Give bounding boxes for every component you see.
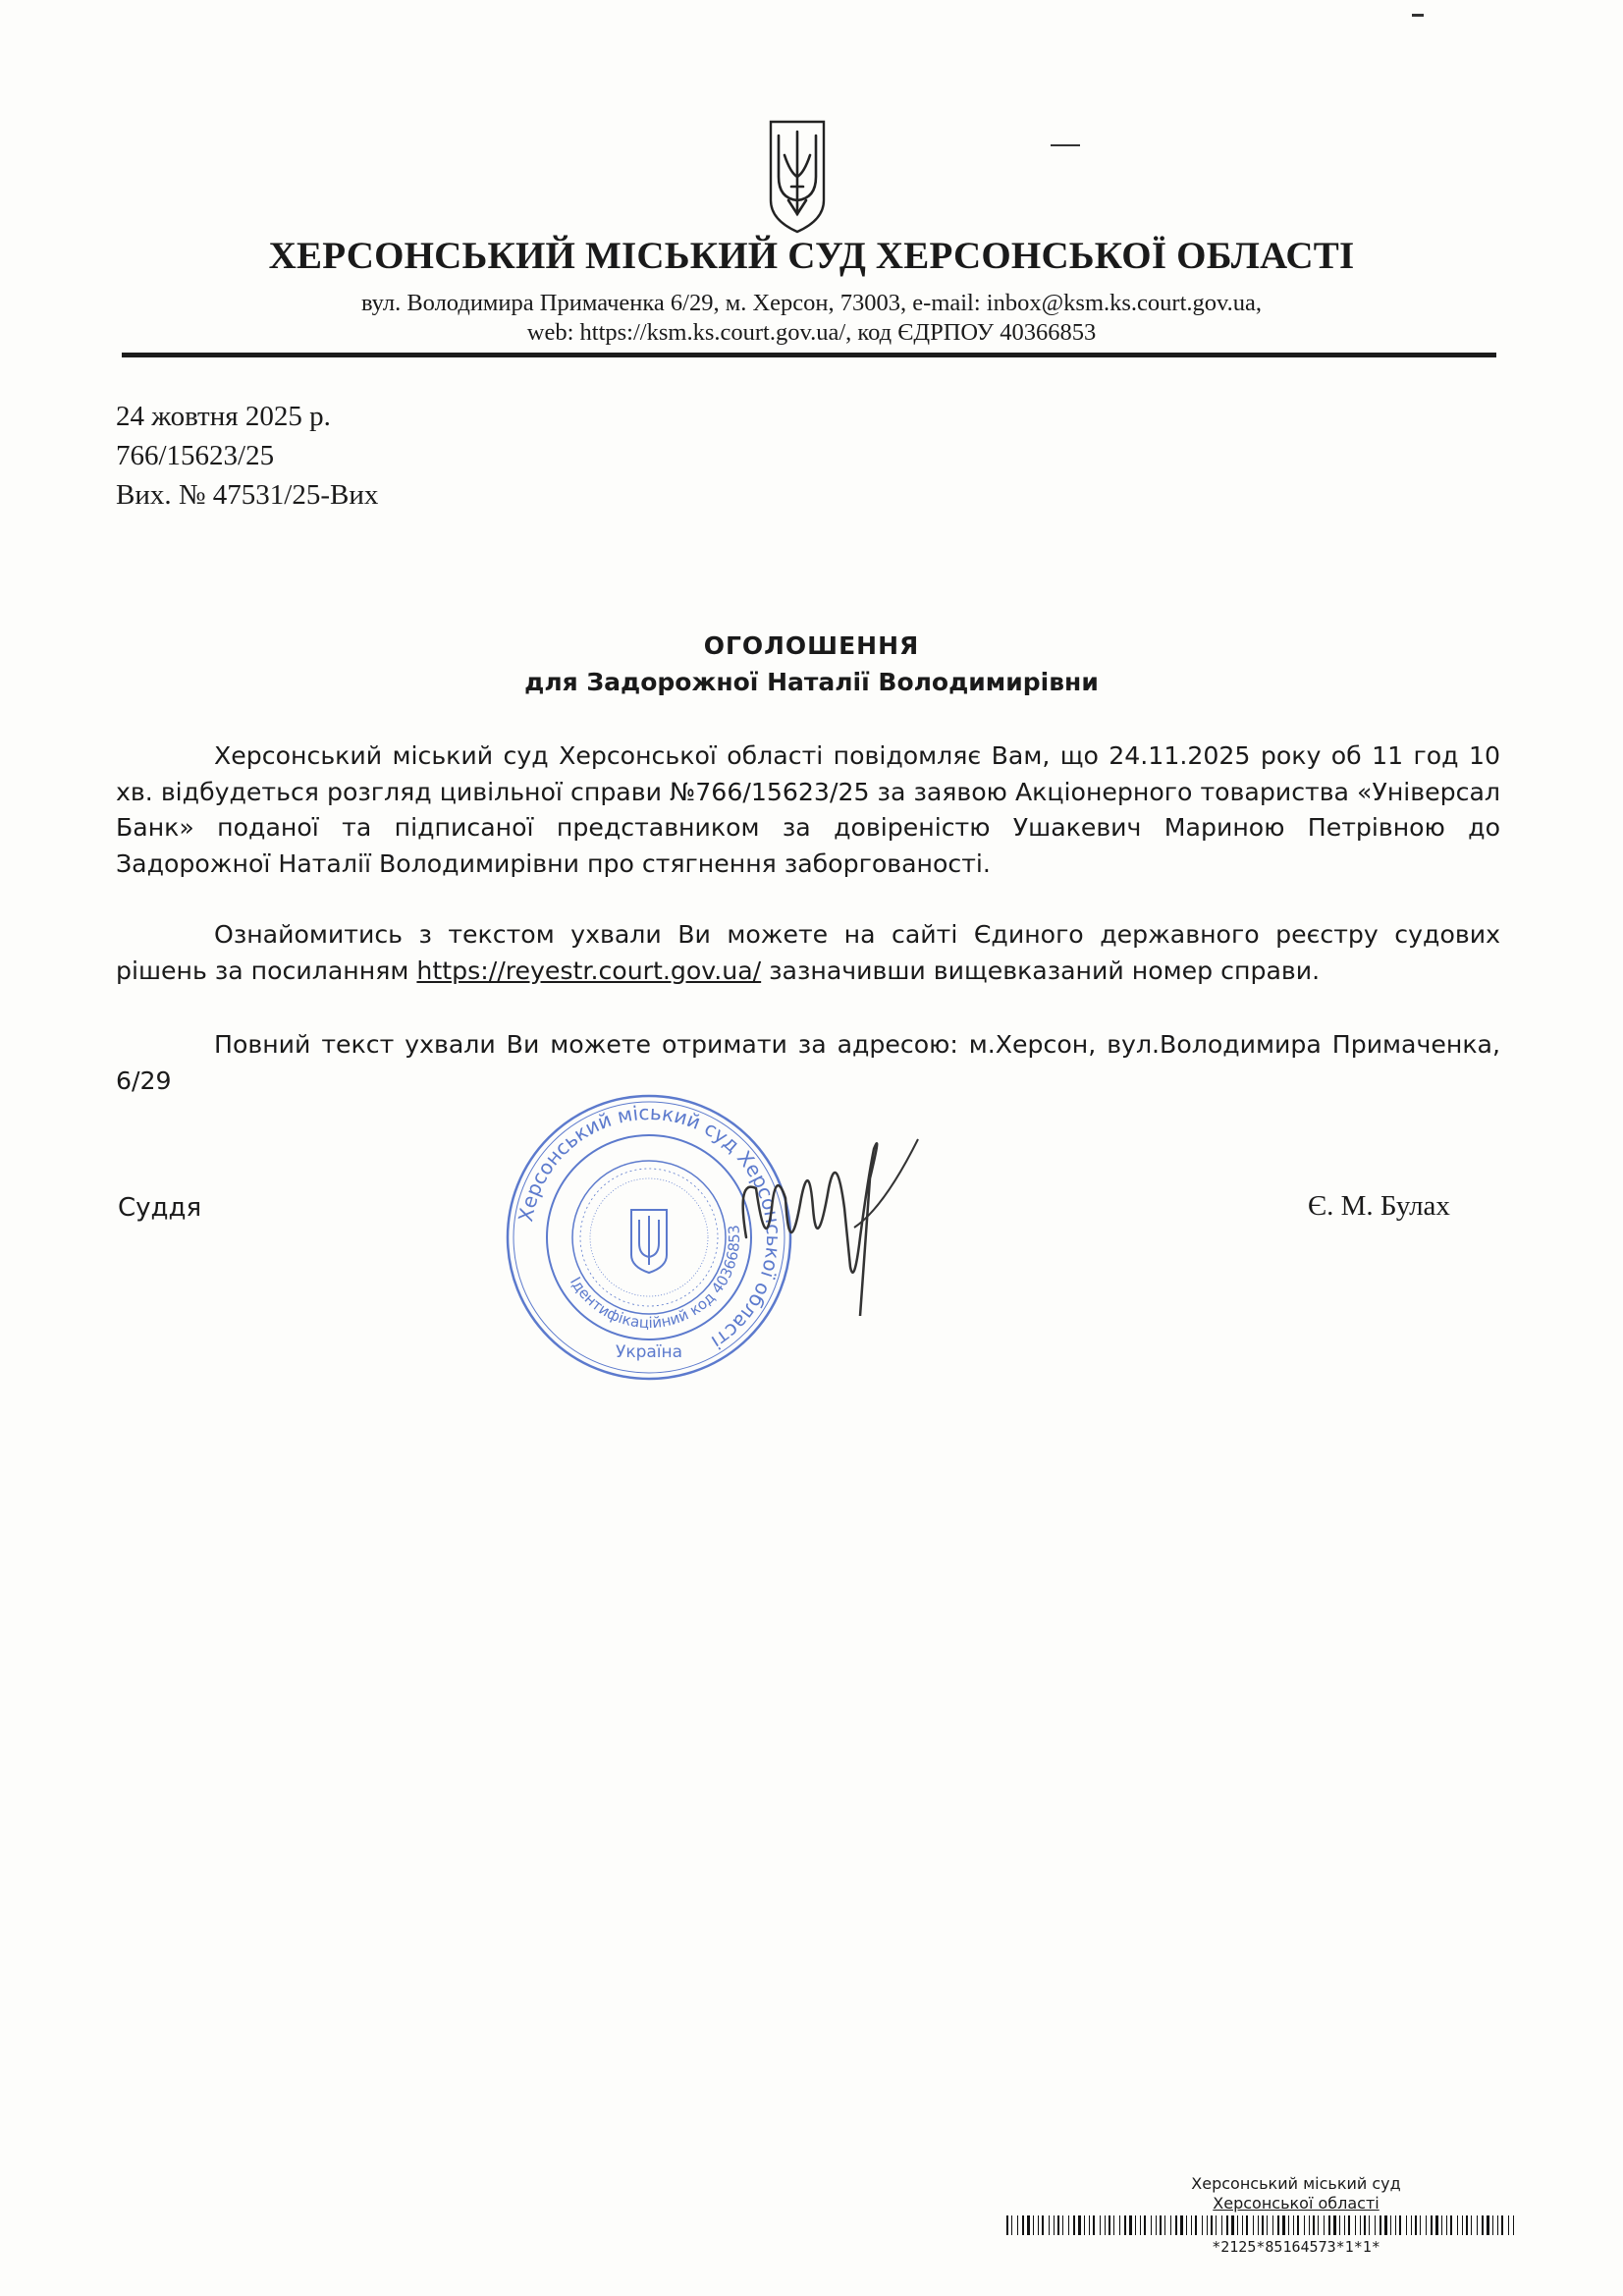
barcode-bar — [1144, 2215, 1146, 2235]
barcode-bar — [1324, 2215, 1325, 2235]
barcode-bar — [1113, 2215, 1114, 2235]
barcode-bar — [1057, 2215, 1059, 2235]
barcode-bar — [1313, 2215, 1315, 2235]
barcode-bar — [1318, 2215, 1319, 2235]
registry-text: Ознайомитись з текстом ухвали Ви можете на сайті Єдиного державного реєстру судових рішень за посиланням — [116, 920, 1500, 985]
barcode-bar — [1211, 2215, 1213, 2235]
handwritten-signature — [707, 1120, 923, 1316]
barcode-bar — [1339, 2215, 1340, 2235]
barcode-bar — [1216, 2215, 1217, 2235]
barcode-bar — [1272, 2215, 1273, 2235]
barcode-bar — [1328, 2215, 1330, 2235]
full-text-paragraph: Повний текст ухвали Ви можете отримати за адресою: м.Херсон, вул.Володимира Примаченка, 6/29 — [116, 1030, 1500, 1095]
barcode-bar — [1231, 2215, 1234, 2235]
footer-court-region: Херсонської області — [1213, 2194, 1380, 2213]
barcode-bar — [1160, 2215, 1162, 2235]
barcode-bar — [1384, 2215, 1387, 2235]
barcode-bar — [1078, 2215, 1081, 2235]
barcode-bar — [1406, 2215, 1407, 2235]
barcode-bar — [1253, 2215, 1254, 2235]
barcode-bar — [1258, 2215, 1259, 2235]
judge-name: Є. М. Булах — [1308, 1190, 1450, 1222]
registry-paragraph — [116, 917, 1500, 989]
barcode-bar — [1156, 2215, 1157, 2235]
barcode — [1006, 2215, 1517, 2235]
registry-text-end: зазначивши вищевказаний номер справи. — [761, 956, 1321, 985]
barcode-bar — [1170, 2215, 1171, 2235]
barcode-bar — [1105, 2215, 1106, 2235]
footer-court-name: Херсонський міський суд — [1191, 2174, 1401, 2193]
barcode-bar — [1369, 2215, 1370, 2235]
barcode-bar — [1282, 2215, 1285, 2235]
barcode-bar — [1109, 2215, 1110, 2235]
barcode-bar — [1033, 2215, 1034, 2235]
judge-label: Суддя — [118, 1193, 202, 1223]
barcode-bar — [1084, 2215, 1085, 2235]
barcode-bar — [1038, 2215, 1039, 2235]
barcode-bar — [1333, 2215, 1336, 2235]
barcode-bar — [1348, 2215, 1350, 2235]
barcode-bar — [1364, 2215, 1366, 2235]
barcode-bar — [1435, 2215, 1438, 2235]
barcode-bar — [1221, 2215, 1222, 2235]
scan-mark — [1051, 144, 1080, 146]
scan-mark — [1412, 14, 1424, 17]
barcode-bar — [1411, 2215, 1412, 2235]
seal-trident-icon — [631, 1210, 667, 1273]
barcode-bar — [1093, 2215, 1095, 2235]
barcode-bar — [1277, 2215, 1279, 2235]
barcode-bar — [1089, 2215, 1090, 2235]
barcode-bar — [1054, 2215, 1055, 2235]
court-name: ХЕРСОНСЬКИЙ МІСЬКИЙ СУД ХЕРСОНСЬКОЇ ОБЛАСТІ — [268, 235, 1355, 277]
barcode-bar — [1441, 2215, 1442, 2235]
seal-country-text: Україна — [615, 1342, 683, 1362]
header-divider — [122, 353, 1496, 357]
barcode-bar — [1466, 2215, 1468, 2235]
barcode-bar — [1420, 2215, 1421, 2235]
barcode-bar — [1492, 2215, 1493, 2235]
court-address-line: вул. Володимира Примаченка 6/29, м. Херсон, 73003, e-mail: inbox@ksm.ks.court.gov.ua, — [360, 290, 1263, 316]
barcode-bar — [1140, 2215, 1141, 2235]
seal-inner-text: Ідентифікаційний код 40366853 — [566, 1224, 744, 1333]
court-web-line: web: https://ksm.ks.court.gov.ua/, код ЄДРПОУ 40366853 — [526, 319, 1097, 346]
barcode-bar — [1446, 2215, 1447, 2235]
barcode-bar — [1508, 2215, 1509, 2235]
barcode-bar — [1237, 2215, 1238, 2235]
barcode-bar — [1309, 2215, 1310, 2235]
barcode-bar — [1202, 2215, 1203, 2235]
barcode-bar — [1297, 2215, 1299, 2235]
barcode-bar — [1501, 2215, 1503, 2235]
barcode-bar — [1487, 2215, 1489, 2235]
barcode-bar — [1477, 2215, 1478, 2235]
barcode-bar — [1006, 2215, 1008, 2235]
barcode-bar — [1355, 2215, 1356, 2235]
barcode-bar — [1042, 2215, 1044, 2235]
barcode-bar — [1360, 2215, 1361, 2235]
barcode-bar — [1195, 2215, 1197, 2235]
barcode-bar — [1497, 2215, 1498, 2235]
barcode-bar — [1022, 2215, 1024, 2235]
barcode-bar — [1062, 2215, 1063, 2235]
barcode-bar — [1129, 2215, 1132, 2235]
barcode-bar — [1262, 2215, 1264, 2235]
barcode-number: *2125*85164573*1*1* — [1212, 2238, 1380, 2256]
barcode-bar — [1242, 2215, 1243, 2235]
trident-coat-of-arms-icon — [765, 116, 830, 236]
barcode-bar — [1426, 2215, 1427, 2235]
barcode-bar — [1246, 2215, 1248, 2235]
barcode-bar — [1151, 2215, 1152, 2235]
barcode-bar — [1390, 2215, 1391, 2235]
barcode-bar — [1415, 2215, 1417, 2235]
document-date: 24 жовтня 2025 р. — [116, 401, 331, 432]
barcode-bar — [1431, 2215, 1433, 2235]
barcode-bar — [1073, 2215, 1075, 2235]
barcode-bar — [1482, 2215, 1484, 2235]
barcode-bar — [1395, 2215, 1396, 2235]
registry-link[interactable]: https://reyestr.court.gov.ua/ — [416, 956, 762, 985]
barcode-bar — [1399, 2215, 1401, 2235]
barcode-bar — [1462, 2215, 1463, 2235]
barcode-bar — [1226, 2215, 1228, 2235]
barcode-bar — [1011, 2215, 1012, 2235]
barcode-bar — [1027, 2215, 1030, 2235]
case-number: 766/15623/25 — [116, 440, 275, 471]
barcode-bar — [1119, 2215, 1120, 2235]
seal-outer-text: Херсонський міський суд Херсонської області — [514, 1100, 786, 1354]
barcode-bar — [1017, 2215, 1018, 2235]
barcode-bar — [1180, 2215, 1183, 2235]
announcement-subtitle: для Задорожної Наталії Володимирівни — [524, 668, 1099, 696]
barcode-bar — [1471, 2215, 1472, 2235]
announcement-paragraph: Херсонський міський суд Херсонської області повідомляє Вам, що 24.11.2025 року об 11 год 10 хв. відбудеться розгляд цивільної справи №766/15623/25 за заявою Акціонерного товариства «Універсал Банк» поданої та підписаної представником за довіреністю Ушакевич Мариною Петрівною до Задорожної Наталії Володимирівни про стягнення заборгованості. — [116, 741, 1500, 878]
barcode-bar — [1450, 2215, 1452, 2235]
barcode-bar — [1207, 2215, 1208, 2235]
barcode-bar — [1380, 2215, 1381, 2235]
barcode-bar — [1175, 2215, 1177, 2235]
barcode-bar — [1100, 2215, 1101, 2235]
barcode-bar — [1457, 2215, 1458, 2235]
barcode-bar — [1164, 2215, 1165, 2235]
barcode-bar — [1267, 2215, 1268, 2235]
barcode-bar — [1191, 2215, 1192, 2235]
barcode-bar — [1304, 2215, 1305, 2235]
barcode-bar — [1135, 2215, 1136, 2235]
barcode-bar — [1049, 2215, 1050, 2235]
barcode-bar — [1293, 2215, 1294, 2235]
barcode-bar — [1375, 2215, 1376, 2235]
barcode-bar — [1186, 2215, 1187, 2235]
announcement-title: ОГОЛОШЕННЯ — [703, 631, 920, 660]
barcode-bar — [1513, 2215, 1514, 2235]
barcode-bar — [1124, 2215, 1126, 2235]
barcode-bar — [1068, 2215, 1069, 2235]
outgoing-number: Вих. № 47531/25-Вих — [116, 479, 379, 511]
barcode-bar — [1344, 2215, 1345, 2235]
barcode-bar — [1288, 2215, 1289, 2235]
